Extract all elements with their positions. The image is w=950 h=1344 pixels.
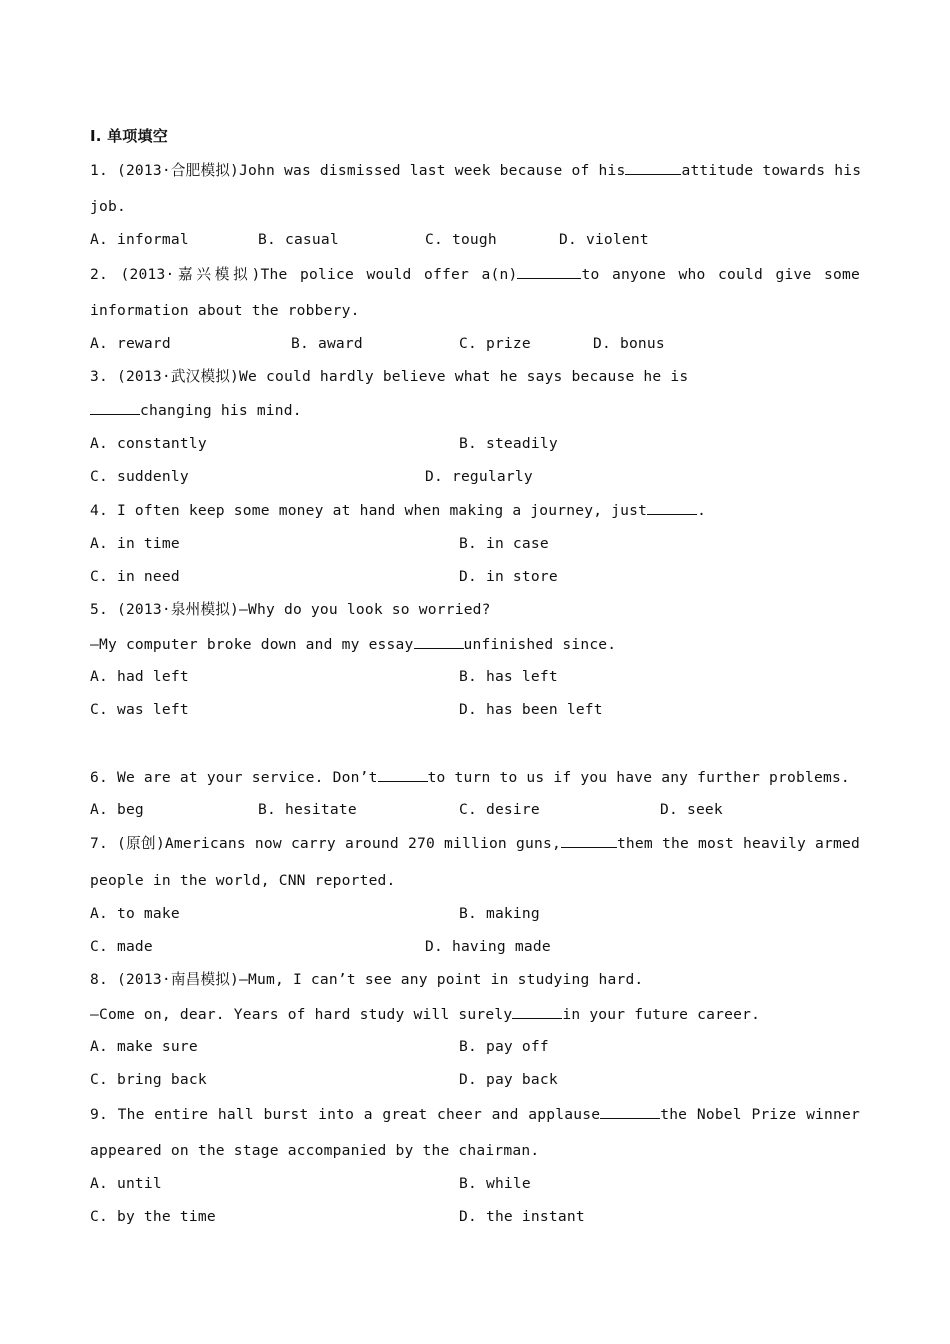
q5-option-a: A. had left: [90, 668, 189, 685]
q6-option-a: A. beg: [90, 801, 144, 818]
q3-option-d: D. regularly: [425, 468, 533, 485]
q6-text-post: to turn to us if you have any further problems.: [427, 769, 850, 786]
q5-blank: [414, 634, 464, 649]
question-7-stem: [90, 833, 860, 854]
question-7-stem-cont: people in the world, CNN reported.: [90, 872, 396, 889]
q1-option-a: A. informal: [90, 231, 189, 248]
question-4-stem: [90, 500, 706, 521]
q8-option-c: C. bring back: [90, 1071, 207, 1088]
question-5-stem: 5. (2013·泉州模拟)—Why do you look so worried?: [90, 601, 491, 618]
q2-option-c: C. prize: [459, 335, 531, 352]
q9-option-d: D. the instant: [459, 1208, 585, 1225]
q9-option-a: A. until: [90, 1175, 162, 1192]
q8-blank: [512, 1004, 562, 1019]
q7-blank: [561, 833, 617, 848]
q1-blank: [625, 160, 681, 175]
q8-option-a: A. make sure: [90, 1038, 198, 1055]
q1-option-d: D. violent: [559, 231, 649, 248]
q8-option-d: D. pay back: [459, 1071, 558, 1088]
q2-option-d: D. bonus: [593, 335, 665, 352]
q2-text-post: to anyone who could give some: [581, 266, 860, 283]
question-1-stem-cont: job.: [90, 198, 126, 215]
q4-text-post: .: [697, 502, 707, 519]
q6-option-c: C. desire: [459, 801, 540, 818]
q5-option-d: D. has been left: [459, 701, 603, 718]
q8-option-b: B. pay off: [459, 1038, 549, 1055]
q4-blank: [647, 500, 697, 515]
q4-option-d: D. in store: [459, 568, 558, 585]
question-8-stem-cont: [90, 1004, 760, 1025]
question-3-stem: 3. (2013·武汉模拟)We could hardly believe what he says because he is: [90, 368, 689, 385]
q3-blank: [90, 400, 140, 415]
q4-text-pre: 4. I often keep some money at hand when making a journey, just: [90, 502, 648, 519]
q6-text-pre: 6. We are at your service. Don’t: [90, 769, 378, 786]
question-9-stem: [90, 1104, 860, 1125]
q6-blank: [378, 767, 428, 782]
q2-option-a: A. reward: [90, 335, 171, 352]
q7-option-d: D. having made: [425, 938, 551, 955]
q9-blank: [600, 1104, 660, 1119]
question-1-stem: [90, 160, 860, 181]
q2-blank: [517, 264, 581, 279]
q3-option-c: C. suddenly: [90, 468, 189, 485]
q2-text-pre: 2. (2013·嘉兴模拟)The police would offer a(n): [90, 266, 518, 283]
question-6-stem: [90, 767, 850, 788]
question-3-stem-cont: [90, 400, 302, 421]
q4-option-b: B. in case: [459, 535, 549, 552]
q6-option-b: B. hesitate: [258, 801, 357, 818]
q6-option-d: D. seek: [660, 801, 723, 818]
q3-text-post: changing his mind.: [140, 402, 302, 419]
q9-text-pre: 9. The entire hall burst into a great cheer and applause: [90, 1106, 601, 1123]
q7-text-post: them the most heavily armed: [616, 835, 860, 852]
q9-text-post: the Nobel Prize winner: [660, 1106, 860, 1123]
q5-text-post: unfinished since.: [463, 636, 617, 653]
question-9-stem-cont: appeared on the stage accompanied by the chairman.: [90, 1142, 540, 1159]
q5-option-b: B. has left: [459, 668, 558, 685]
question-8-stem: 8. (2013·南昌模拟)—Mum, I can’t see any point in studying hard.: [90, 971, 644, 988]
q5-option-c: C. was left: [90, 701, 189, 718]
question-2-stem-cont: information about the robbery.: [90, 302, 360, 319]
q5-text-pre: —My computer broke down and my essay: [90, 636, 414, 653]
q4-option-c: C. in need: [90, 568, 180, 585]
q9-option-c: C. by the time: [90, 1208, 216, 1225]
q3-option-b: B. steadily: [459, 435, 558, 452]
q4-option-a: A. in time: [90, 535, 180, 552]
question-2-stem: [90, 264, 860, 285]
q1-text-post: attitude towards his: [681, 162, 862, 179]
q3-option-a: A. constantly: [90, 435, 207, 452]
q1-text-pre: 1. (2013·合肥模拟)John was dismissed last week because of his: [90, 162, 626, 179]
q2-option-b: B. award: [291, 335, 363, 352]
section-title: Ⅰ. 单项填空: [90, 127, 168, 145]
q8-text-post: in your future career.: [562, 1006, 761, 1023]
q7-text-pre: 7. (原创)Americans now carry around 270 million guns,: [90, 835, 561, 852]
q1-option-c: C. tough: [425, 231, 497, 248]
q7-option-b: B. making: [459, 905, 540, 922]
question-5-stem-cont: [90, 634, 616, 655]
q1-option-b: B. casual: [258, 231, 339, 248]
q8-text-pre: —Come on, dear. Years of hard study will surely: [90, 1006, 513, 1023]
q7-option-c: C. made: [90, 938, 153, 955]
q9-option-b: B. while: [459, 1175, 531, 1192]
q7-option-a: A. to make: [90, 905, 180, 922]
